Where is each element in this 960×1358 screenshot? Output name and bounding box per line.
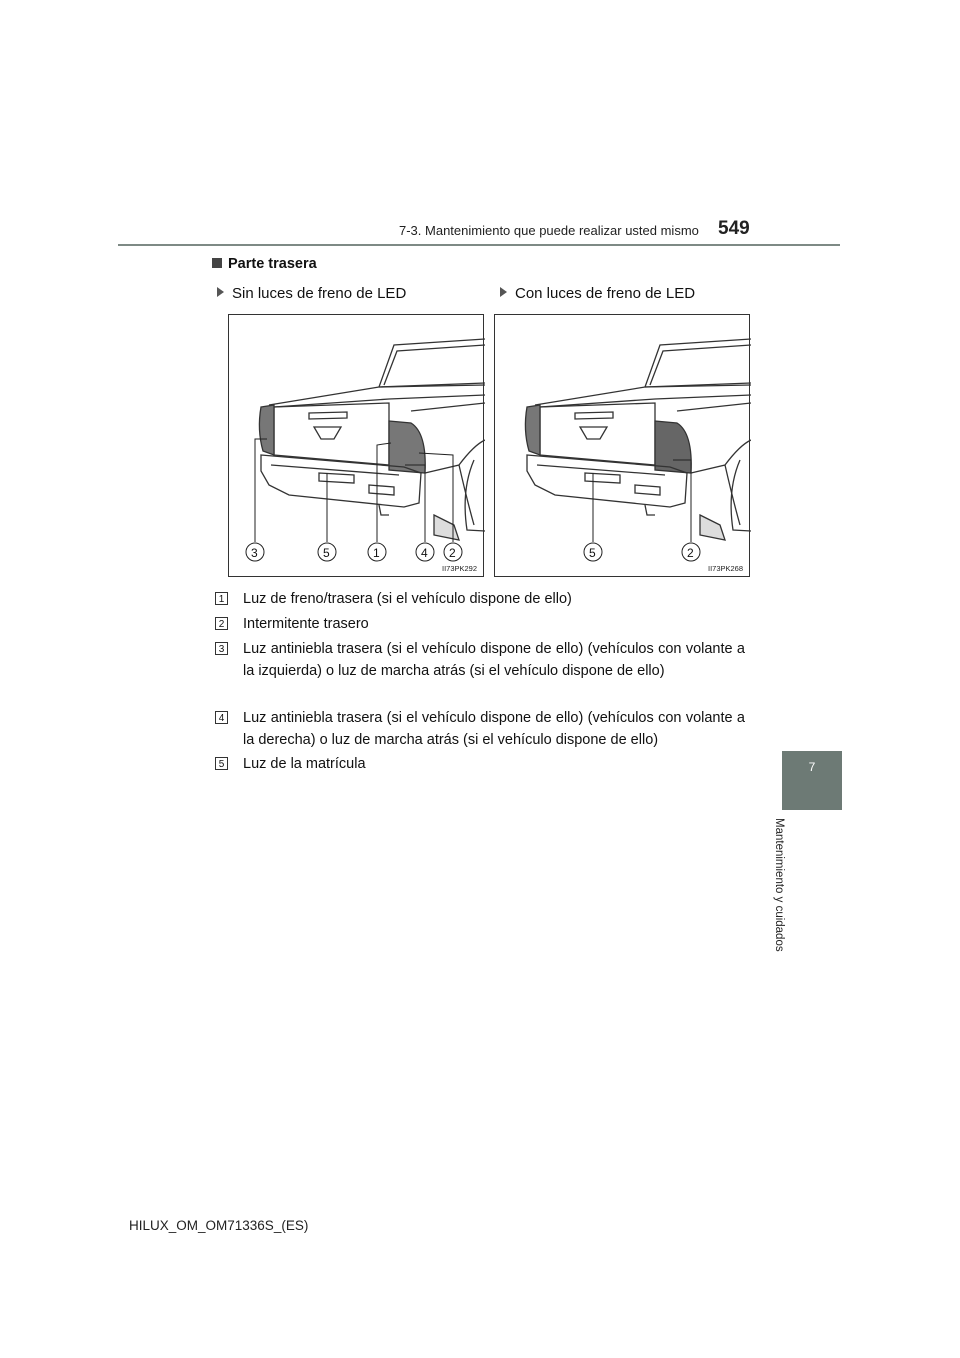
- item-text: Luz antiniebla trasera (si el vehículo dispone de ello) (vehículos con volante a la derecha) o luz de marcha atrás (si el vehículo dispone de ello): [243, 710, 745, 748]
- chapter-title: Mantenimiento y cuidados: [773, 818, 785, 952]
- triangle-bullet-icon: [500, 287, 507, 297]
- callout-label: 5: [589, 546, 596, 560]
- legend-item: [215, 707, 745, 751]
- square-bullet-icon: [212, 258, 222, 268]
- figure-2-illustration: [494, 314, 750, 577]
- figure-code: II73PK268: [708, 564, 744, 573]
- figure-1-illustration: [228, 314, 484, 577]
- item-number: 5: [215, 757, 228, 770]
- item-text: Luz de freno/trasera (si el vehículo dispone de ello): [243, 591, 572, 607]
- section-title-text: Parte trasera: [228, 256, 317, 272]
- legend-item: [215, 638, 745, 682]
- legend-item: [215, 753, 745, 775]
- chapter-number: 7: [808, 760, 816, 774]
- triangle-bullet-icon: [217, 287, 224, 297]
- item-number: 1: [215, 592, 228, 605]
- legend-item: [215, 613, 745, 635]
- document-code-footer: HILUX_OM_OM71336S_(ES): [129, 1218, 309, 1233]
- figure-1-callouts: [246, 439, 462, 561]
- section-title: [212, 256, 317, 272]
- callout-label: 2: [449, 546, 456, 560]
- item-number: 4: [215, 711, 228, 724]
- header-rule: [118, 244, 840, 246]
- callout-label: 1: [373, 546, 380, 560]
- item-number: 3: [215, 642, 228, 655]
- running-header: 7-3. Mantenimiento que puede realizar usted mismo: [399, 223, 699, 238]
- callout-label: 3: [251, 546, 258, 560]
- truck-rear-drawing-1: [229, 315, 485, 578]
- item-number: 2: [215, 617, 228, 630]
- figure-2-label: Con luces de freno de LED: [500, 285, 695, 302]
- page-number: 549: [718, 218, 750, 239]
- callout-label: 5: [323, 546, 330, 560]
- item-text: Intermitente trasero: [243, 616, 369, 632]
- figure-2-callouts: [584, 460, 700, 561]
- callout-label: 2: [687, 546, 694, 560]
- figure-code: II73PK292: [442, 564, 478, 573]
- item-text: Luz de la matrícula: [243, 756, 366, 772]
- truck-rear-drawing-2: [495, 315, 751, 578]
- item-text: Luz antiniebla trasera (si el vehículo dispone de ello) (vehículos con volante a la izquierda) o luz de marcha atrás (si el vehículo dispone de ello): [243, 641, 745, 679]
- callout-label: 4: [421, 546, 428, 560]
- figure-1-label: Sin luces de freno de LED: [217, 285, 406, 302]
- legend-item: [215, 588, 745, 610]
